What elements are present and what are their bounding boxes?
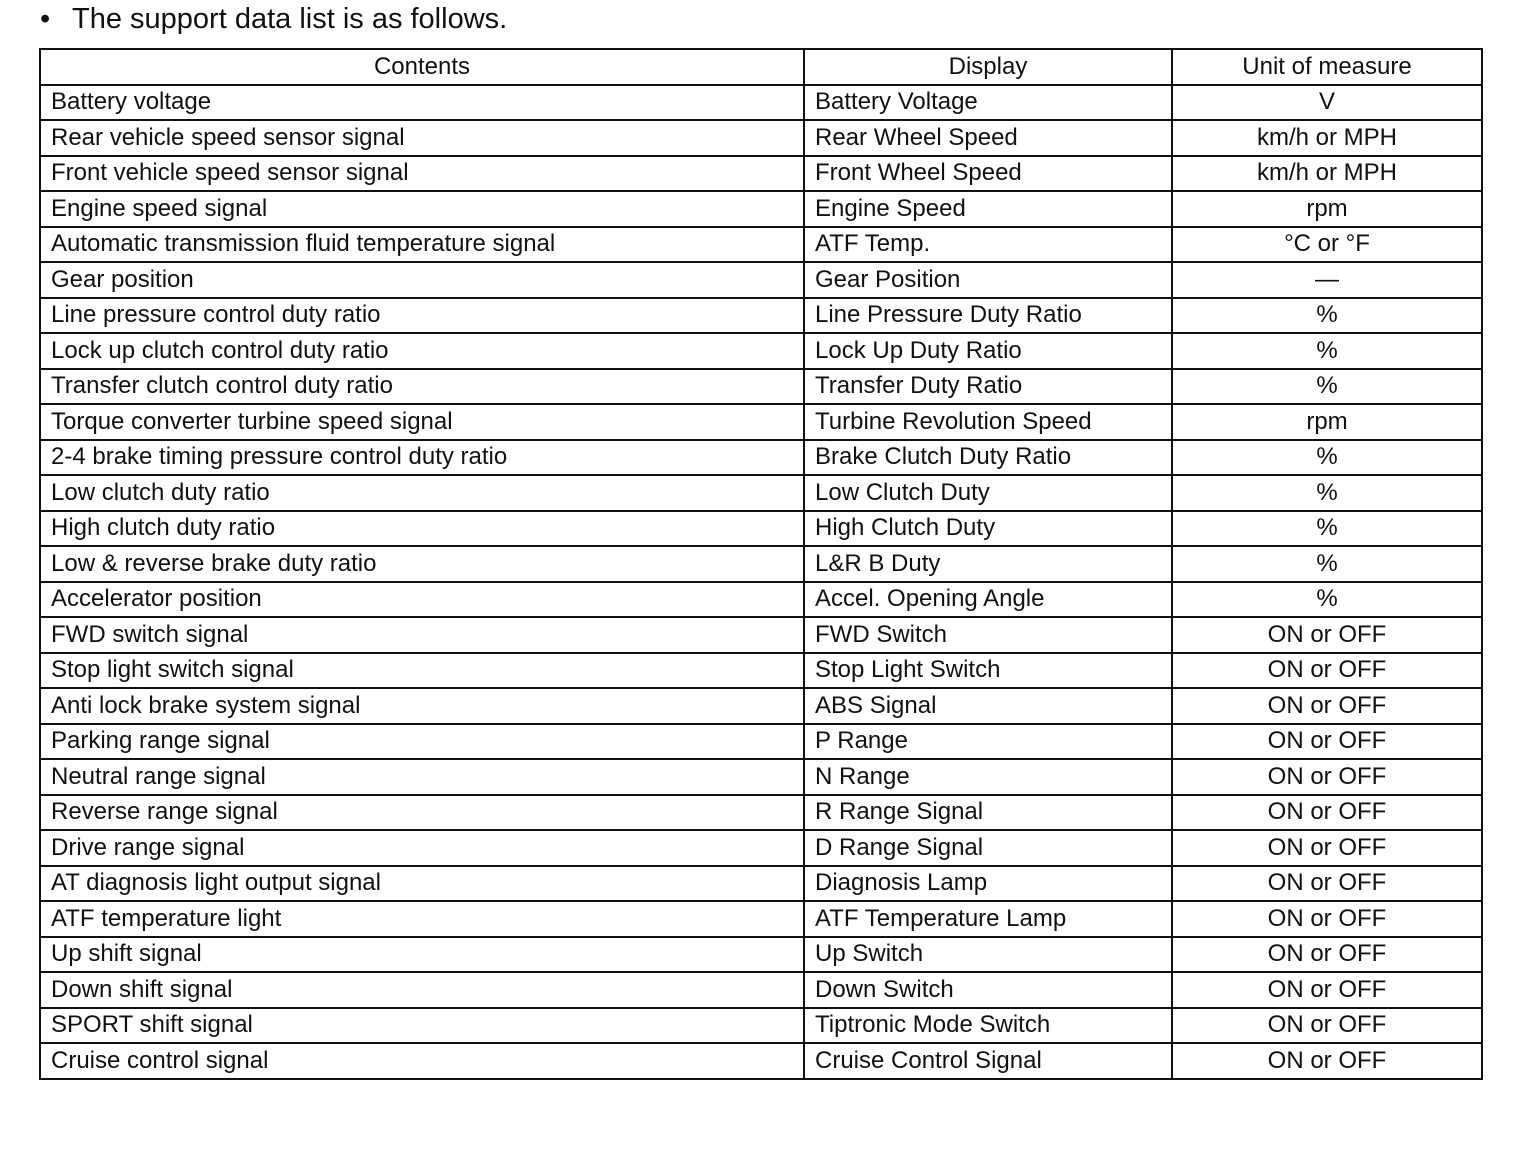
cell-contents: Accelerator position [40,582,804,618]
table-row [40,795,1482,831]
cell-display: Transfer Duty Ratio [804,369,1172,405]
table-row [40,901,1482,937]
cell-unit: ON or OFF [1172,759,1482,795]
cell-unit: ON or OFF [1172,795,1482,831]
table-row [40,830,1482,866]
cell-contents: Automatic transmission fluid temperature signal [40,227,804,263]
cell-unit: ON or OFF [1172,830,1482,866]
cell-display: Rear Wheel Speed [804,120,1172,156]
cell-display: Lock Up Duty Ratio [804,333,1172,369]
cell-unit: % [1172,333,1482,369]
cell-contents: Stop light switch signal [40,653,804,689]
cell-unit: ON or OFF [1172,617,1482,653]
cell-unit: V [1172,85,1482,121]
cell-contents: Low clutch duty ratio [40,475,804,511]
cell-unit: rpm [1172,191,1482,227]
table-row [40,227,1482,263]
cell-contents: Anti lock brake system signal [40,688,804,724]
cell-display: ATF Temp. [804,227,1172,263]
table-row [40,440,1482,476]
table-row [40,120,1482,156]
cell-contents: Neutral range signal [40,759,804,795]
cell-contents: ATF temperature light [40,901,804,937]
cell-contents: Engine speed signal [40,191,804,227]
table-row [40,582,1482,618]
cell-unit: ON or OFF [1172,688,1482,724]
cell-contents: Line pressure control duty ratio [40,298,804,334]
cell-display: Turbine Revolution Speed [804,404,1172,440]
cell-display: R Range Signal [804,795,1172,831]
cell-unit: ON or OFF [1172,1043,1482,1079]
cell-unit: ON or OFF [1172,901,1482,937]
cell-display: Front Wheel Speed [804,156,1172,192]
cell-display: N Range [804,759,1172,795]
cell-unit: °C or °F [1172,227,1482,263]
table-row [40,191,1482,227]
intro-line [40,2,507,36]
cell-unit: % [1172,369,1482,405]
cell-display: Diagnosis Lamp [804,866,1172,902]
cell-contents: Drive range signal [40,830,804,866]
cell-contents: Front vehicle speed sensor signal [40,156,804,192]
cell-display: Stop Light Switch [804,653,1172,689]
table-row [40,262,1482,298]
cell-unit: — [1172,262,1482,298]
table-row [40,298,1482,334]
cell-unit: km/h or MPH [1172,120,1482,156]
cell-unit: ON or OFF [1172,866,1482,902]
table-row [40,1008,1482,1044]
cell-contents: Battery voltage [40,85,804,121]
table-row [40,688,1482,724]
cell-display: L&R B Duty [804,546,1172,582]
table-row [40,972,1482,1008]
cell-display: Brake Clutch Duty Ratio [804,440,1172,476]
cell-display: High Clutch Duty [804,511,1172,547]
cell-display: Low Clutch Duty [804,475,1172,511]
cell-unit: % [1172,546,1482,582]
cell-display: Down Switch [804,972,1172,1008]
cell-display: P Range [804,724,1172,760]
cell-contents: Rear vehicle speed sensor signal [40,120,804,156]
table-row [40,759,1482,795]
cell-display: FWD Switch [804,617,1172,653]
cell-display: Tiptronic Mode Switch [804,1008,1172,1044]
cell-unit: ON or OFF [1172,972,1482,1008]
support-data-table [39,48,1483,1080]
table-row [40,404,1482,440]
cell-unit: ON or OFF [1172,937,1482,973]
cell-display: Line Pressure Duty Ratio [804,298,1172,334]
table-row [40,653,1482,689]
table-row [40,937,1482,973]
cell-contents: Up shift signal [40,937,804,973]
header-contents: Contents [40,49,804,85]
table-row [40,369,1482,405]
cell-contents: Gear position [40,262,804,298]
cell-unit: ON or OFF [1172,1008,1482,1044]
cell-contents: Down shift signal [40,972,804,1008]
bullet-icon: • [40,3,51,35]
table-row [40,724,1482,760]
cell-display: Cruise Control Signal [804,1043,1172,1079]
cell-unit: % [1172,582,1482,618]
table-row [40,511,1482,547]
cell-contents: Low & reverse brake duty ratio [40,546,804,582]
cell-contents: 2-4 brake timing pressure control duty ratio [40,440,804,476]
cell-unit: ON or OFF [1172,653,1482,689]
table-row [40,546,1482,582]
table-row [40,1043,1482,1079]
cell-display: Engine Speed [804,191,1172,227]
cell-unit: km/h or MPH [1172,156,1482,192]
cell-unit: rpm [1172,404,1482,440]
table-row [40,617,1482,653]
cell-contents: High clutch duty ratio [40,511,804,547]
cell-contents: Lock up clutch control duty ratio [40,333,804,369]
table-row [40,333,1482,369]
cell-contents: Parking range signal [40,724,804,760]
cell-unit: % [1172,475,1482,511]
cell-contents: Torque converter turbine speed signal [40,404,804,440]
cell-display: ABS Signal [804,688,1172,724]
header-unit-of-measure: Unit of measure [1172,49,1482,85]
cell-display: D Range Signal [804,830,1172,866]
table-row [40,156,1482,192]
cell-contents: Transfer clutch control duty ratio [40,369,804,405]
header-display: Display [804,49,1172,85]
cell-display: ATF Temperature Lamp [804,901,1172,937]
table-row [40,475,1482,511]
cell-display: Battery Voltage [804,85,1172,121]
cell-unit: % [1172,511,1482,547]
cell-contents: Cruise control signal [40,1043,804,1079]
cell-contents: AT diagnosis light output signal [40,866,804,902]
table-header-row [40,49,1482,85]
table-body [40,85,1482,1079]
cell-contents: Reverse range signal [40,795,804,831]
cell-contents: FWD switch signal [40,617,804,653]
cell-display: Gear Position [804,262,1172,298]
table-row [40,85,1482,121]
cell-unit: ON or OFF [1172,724,1482,760]
intro-text: The support data list is as follows. [72,3,508,35]
cell-display: Up Switch [804,937,1172,973]
cell-contents: SPORT shift signal [40,1008,804,1044]
table-row [40,866,1482,902]
cell-display: Accel. Opening Angle [804,582,1172,618]
cell-unit: % [1172,440,1482,476]
cell-unit: % [1172,298,1482,334]
